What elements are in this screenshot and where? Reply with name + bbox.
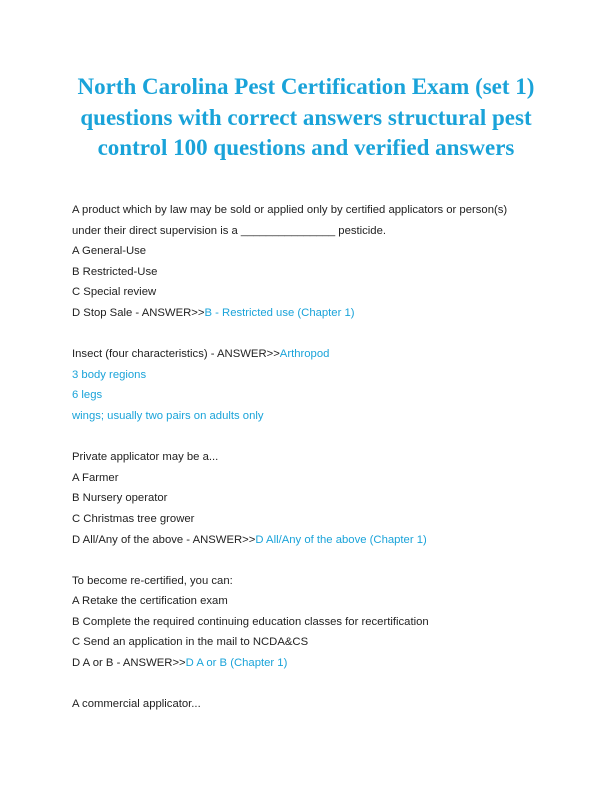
question-block-2	[72, 344, 552, 426]
option-b: B Nursery operator	[72, 492, 168, 505]
question-block-4	[72, 571, 552, 674]
answer-detail: 6 legs	[72, 389, 103, 402]
option-a: A Farmer	[72, 471, 119, 484]
question-text: under their direct supervision is a _______________ pesticide.	[72, 224, 387, 237]
option-d	[72, 653, 552, 674]
option-a: A Retake the certification exam	[72, 595, 228, 608]
option-d-label: D A or B - ANSWER>>	[72, 657, 186, 670]
option-b: B Complete the required continuing education classes for recertification	[72, 615, 429, 628]
option-d-label: D Stop Sale - ANSWER>>	[72, 306, 205, 319]
document-body	[72, 200, 552, 715]
question-text: A commercial applicator...	[72, 698, 201, 711]
option-d	[72, 530, 552, 551]
question-text	[72, 344, 552, 365]
question-text: Private applicator may be a...	[72, 451, 219, 464]
question-block-1	[72, 200, 552, 324]
answer-text: D A or B (Chapter 1)	[185, 657, 288, 670]
option-c: C Special review	[72, 286, 157, 299]
question-text: To become re-certified, you can:	[72, 574, 233, 587]
option-c: C Christmas tree grower	[72, 512, 195, 525]
option-b: B Restricted-Use	[72, 265, 158, 278]
option-d-label: D All/Any of the above - ANSWER>>	[72, 533, 256, 546]
option-d	[72, 303, 552, 324]
question-block-5	[72, 694, 552, 715]
answer-detail: 3 body regions	[72, 368, 147, 381]
question-text: A product which by law may be sold or applied only by certified applicators or person(s)	[72, 204, 508, 216]
document-title: North Carolina Pest Certification Exam (set 1) questions with correct answers structural pest control 100 questions and verified answers	[77, 74, 535, 160]
question-label: Insect (four characteristics) - ANSWER>>	[72, 348, 280, 361]
answer-text: Arthropod	[279, 348, 330, 361]
answer-detail: wings; usually two pairs on adults only	[72, 409, 264, 422]
option-c: C Send an application in the mail to NCDA&CS	[72, 636, 309, 649]
answer-text: B - Restricted use (Chapter 1)	[204, 306, 355, 319]
question-block-3	[72, 447, 552, 550]
option-a: A General-Use	[72, 245, 147, 258]
answer-text: D All/Any of the above (Chapter 1)	[255, 533, 427, 546]
